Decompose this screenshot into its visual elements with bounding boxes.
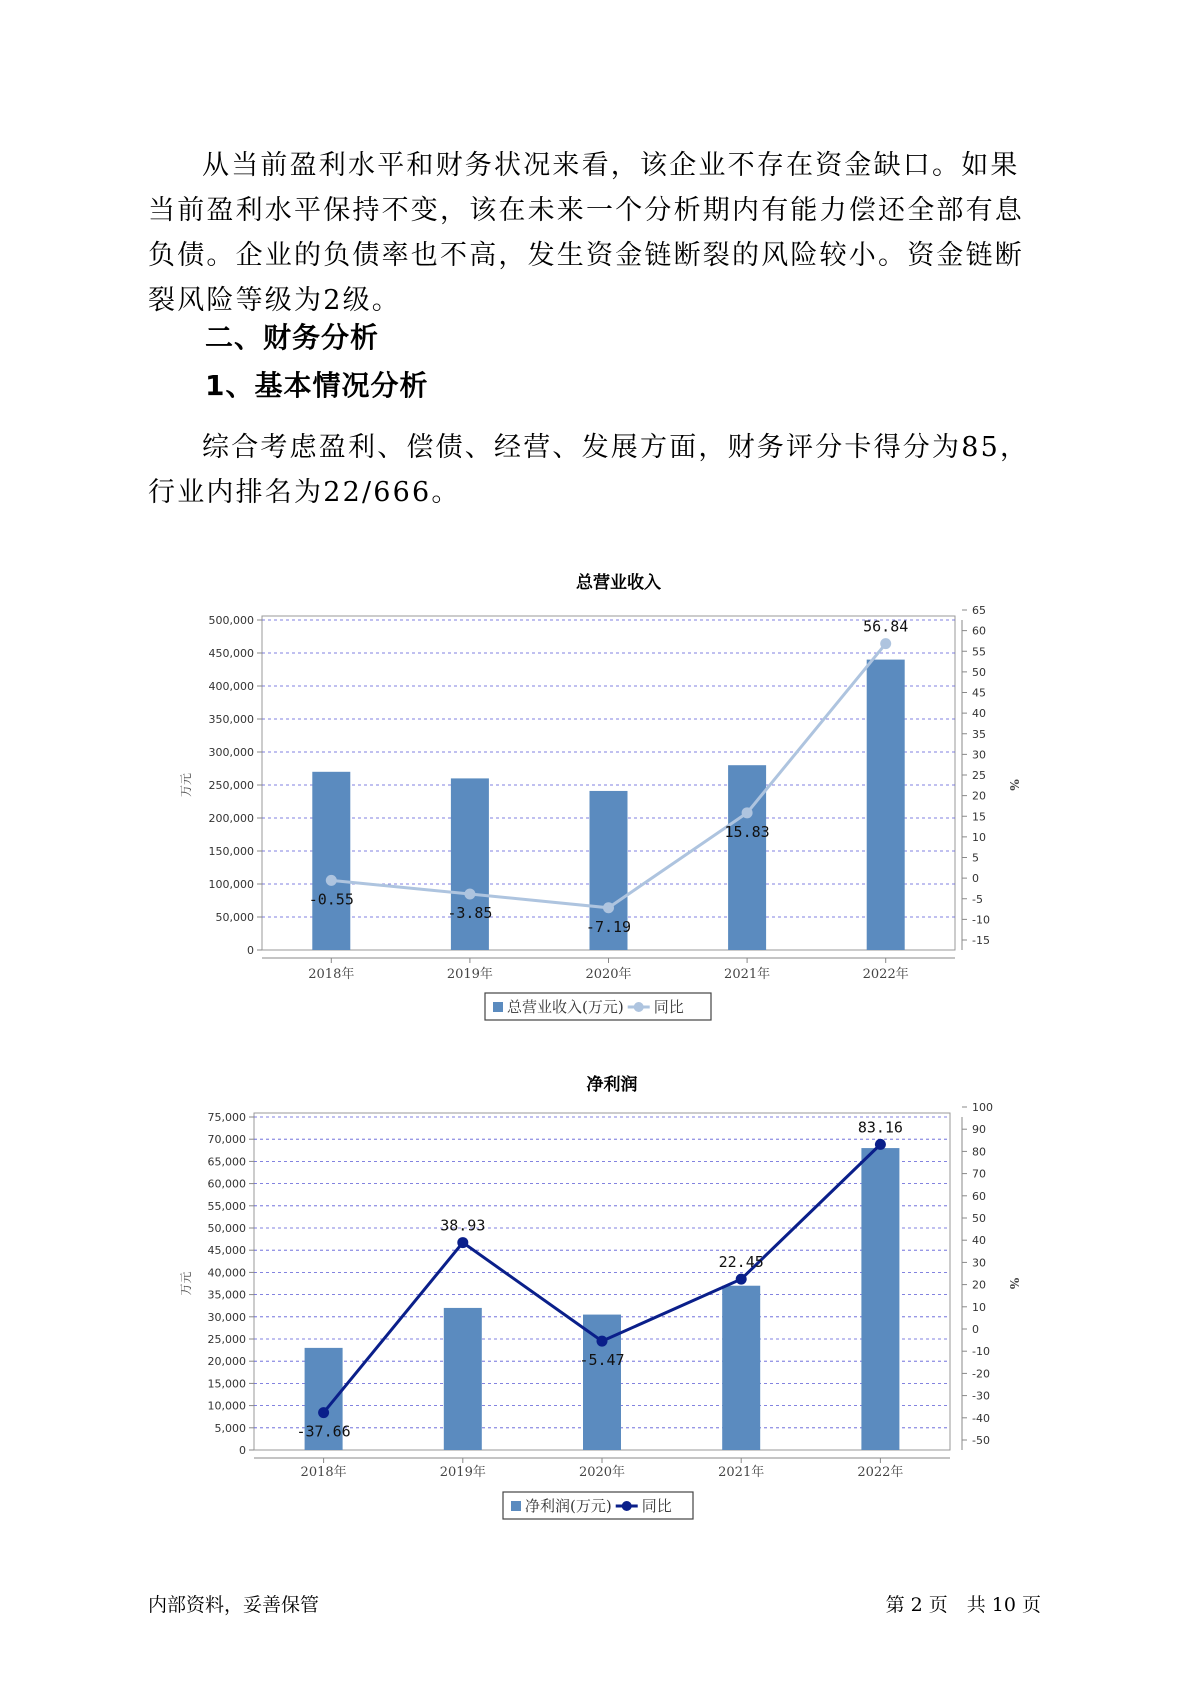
x-tick-label: 2022年 bbox=[857, 1465, 904, 1480]
y2-tick-label: 45 bbox=[972, 686, 986, 700]
x-tick-label: 2021年 bbox=[724, 967, 771, 982]
y2-tick-label: 50 bbox=[972, 665, 986, 679]
y2-tick-label: 10 bbox=[972, 1300, 986, 1314]
y-tick-label: 0 bbox=[247, 944, 254, 957]
y2-tick-label: -40 bbox=[972, 1411, 990, 1425]
y-tick-label: 30,000 bbox=[207, 1310, 246, 1324]
x-tick-label: 2018年 bbox=[308, 967, 355, 982]
y-tick-label: 65,000 bbox=[207, 1155, 246, 1169]
section-heading: 二、财务分析 bbox=[205, 321, 380, 354]
line-point bbox=[318, 1407, 329, 1418]
legend-label-line: 同比 bbox=[653, 998, 684, 1016]
y-tick-label: 70,000 bbox=[207, 1133, 246, 1147]
y-tick-label: 75,000 bbox=[207, 1111, 246, 1124]
legend-label-line: 同比 bbox=[641, 1497, 672, 1515]
y-tick-label: 45,000 bbox=[207, 1244, 246, 1258]
line-point bbox=[457, 1237, 468, 1248]
y-tick-label: 150,000 bbox=[208, 845, 254, 858]
line-point bbox=[736, 1274, 747, 1285]
y2-tick-label: 0 bbox=[972, 1323, 979, 1336]
x-tick-label: 2019年 bbox=[446, 967, 493, 982]
y-tick-label: 500,000 bbox=[208, 614, 254, 627]
y2-tick-label: 65 bbox=[972, 604, 986, 617]
line-point bbox=[875, 1139, 886, 1150]
y-tick-label: 20,000 bbox=[207, 1355, 246, 1369]
y2-tick-label: 15 bbox=[972, 810, 986, 824]
y-tick-label: 0 bbox=[239, 1444, 246, 1457]
bar bbox=[861, 1148, 899, 1450]
y-tick-label: 450,000 bbox=[208, 647, 254, 660]
y2-tick-label: 80 bbox=[972, 1145, 986, 1159]
legend-label-bar: 净利润(万元) bbox=[525, 1497, 612, 1515]
y2-tick-label: -10 bbox=[972, 913, 990, 927]
y-tick-label: 100,000 bbox=[208, 878, 254, 891]
data-label: -0.55 bbox=[308, 890, 354, 909]
data-label: 15.83 bbox=[724, 822, 770, 841]
x-tick-label: 2022年 bbox=[862, 967, 909, 982]
footer-note: 内部资料，妥善保管 bbox=[148, 1594, 320, 1616]
chart-title: 总营业收入 bbox=[576, 573, 661, 593]
paragraph-score: 综合考虑盈利、偿债、经营、发展方面，财务评分卡得分为85，行业内排名为22/666。 bbox=[148, 432, 1030, 508]
y2-tick-label: 40 bbox=[972, 1234, 986, 1248]
y-tick-label: 400,000 bbox=[208, 680, 254, 693]
bar bbox=[722, 1286, 760, 1450]
y2-tick-label: -10 bbox=[972, 1345, 990, 1359]
y2-tick-label: 55 bbox=[972, 645, 986, 659]
legend-label-bar: 总营业收入(万元) bbox=[507, 998, 624, 1016]
y-tick-label: 50,000 bbox=[207, 1222, 246, 1235]
y-tick-label: 250,000 bbox=[208, 779, 254, 792]
y2-tick-label: -20 bbox=[972, 1367, 990, 1381]
y2-tick-label: -15 bbox=[972, 934, 990, 947]
y-tick-label: 5,000 bbox=[214, 1421, 246, 1435]
data-label: 38.93 bbox=[440, 1216, 486, 1235]
y2-tick-label: -30 bbox=[972, 1389, 990, 1403]
y-tick-label: 35,000 bbox=[207, 1288, 246, 1302]
y2-tick-label: 50 bbox=[972, 1212, 986, 1225]
data-label: -37.66 bbox=[296, 1422, 351, 1441]
y2-tick-label: 70 bbox=[972, 1167, 986, 1181]
x-tick-label: 2019年 bbox=[439, 1465, 486, 1480]
y2-axis-label: % bbox=[1007, 779, 1021, 791]
data-label: 56.84 bbox=[863, 617, 909, 636]
y2-tick-label: 30 bbox=[972, 1256, 986, 1270]
y-tick-label: 25,000 bbox=[207, 1333, 246, 1346]
y2-tick-label: 90 bbox=[972, 1123, 986, 1137]
data-label: 83.16 bbox=[857, 1118, 903, 1137]
y2-tick-label: 25 bbox=[972, 769, 986, 782]
legend-swatch-bar bbox=[511, 1501, 521, 1511]
y2-axis-label: % bbox=[1007, 1277, 1021, 1290]
y-tick-label: 50,000 bbox=[215, 911, 254, 924]
x-tick-label: 2020年 bbox=[585, 967, 632, 982]
x-tick-label: 2021年 bbox=[718, 1465, 765, 1480]
data-label: -3.85 bbox=[447, 904, 493, 923]
line-point bbox=[597, 1336, 608, 1347]
y2-tick-label: 0 bbox=[972, 872, 979, 886]
y-tick-label: 40,000 bbox=[207, 1266, 246, 1280]
y-tick-label: 350,000 bbox=[208, 713, 254, 726]
paragraph-risk: 从当前盈利水平和财务状况来看，该企业不存在资金缺口。如果当前盈利水平保持不变，该在未来一个分析期内有能力偿还全部有息负债。企业的负债率也不高，发生资金链断裂的风险较小。资金链断裂风险等级为2级。 bbox=[148, 150, 1024, 316]
bar bbox=[444, 1308, 482, 1450]
y2-tick-label: 100 bbox=[972, 1101, 993, 1114]
y2-tick-label: -5 bbox=[972, 892, 983, 906]
data-label: -5.47 bbox=[579, 1351, 625, 1370]
y-axis-label: 万元 bbox=[179, 772, 193, 798]
y-tick-label: 300,000 bbox=[208, 746, 254, 759]
y-tick-label: 15,000 bbox=[207, 1377, 246, 1391]
x-tick-label: 2018年 bbox=[300, 1465, 347, 1480]
y2-tick-label: 20 bbox=[972, 789, 986, 803]
y-tick-label: 60,000 bbox=[207, 1177, 246, 1191]
y-tick-label: 55,000 bbox=[207, 1199, 246, 1213]
page-number: 第 2 页 共 10 页 bbox=[885, 1594, 1041, 1616]
y2-tick-label: -50 bbox=[972, 1434, 990, 1447]
y2-tick-label: 5 bbox=[972, 851, 979, 865]
y2-tick-label: 35 bbox=[972, 727, 986, 741]
y2-tick-label: 40 bbox=[972, 707, 986, 721]
y2-tick-label: 60 bbox=[972, 624, 986, 638]
y2-tick-label: 10 bbox=[972, 830, 986, 844]
chart-title: 净利润 bbox=[586, 1075, 638, 1095]
x-tick-label: 2020年 bbox=[578, 1465, 626, 1480]
y2-tick-label: 20 bbox=[972, 1278, 986, 1292]
y-tick-label: 200,000 bbox=[208, 812, 254, 825]
y2-tick-label: 30 bbox=[972, 748, 986, 762]
legend-swatch-point bbox=[622, 1501, 632, 1511]
data-label: -7.19 bbox=[585, 917, 632, 936]
subsection-heading: 1、基本情况分析 bbox=[205, 369, 429, 402]
y-axis-label: 万元 bbox=[179, 1271, 193, 1296]
y-tick-label: 10,000 bbox=[207, 1399, 246, 1413]
y2-tick-label: 60 bbox=[972, 1189, 986, 1203]
data-label: 22.45 bbox=[718, 1253, 764, 1272]
